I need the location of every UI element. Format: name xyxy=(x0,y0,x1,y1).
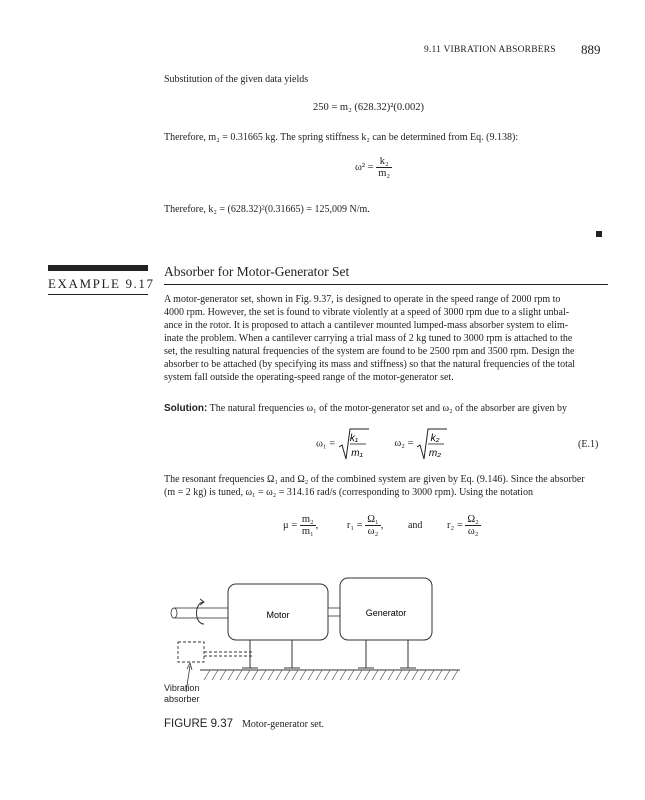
eq-w1: ω₁ = xyxy=(316,438,336,450)
caption-number: FIGURE 9.37 xyxy=(164,718,234,730)
para-line: A motor-generator set, shown in Fig. 9.37, is designed to operate in the speed range of 2000 rpm to xyxy=(164,294,561,305)
eq-r2: r₂ = xyxy=(447,519,463,531)
numerator: m₂ xyxy=(301,514,314,525)
example-label: EXAMPLE 9.17 xyxy=(48,276,155,291)
caption-text: Motor-generator set. xyxy=(242,719,325,730)
ground-hatching xyxy=(204,670,458,680)
equation: 250 = m₂ (628.32)²(0.002) xyxy=(313,102,425,113)
eq-lhs: ω² = xyxy=(355,161,374,173)
sqrt-num: k₁ xyxy=(349,433,358,444)
title-rule xyxy=(164,284,608,285)
generator-label: Generator xyxy=(365,608,407,618)
para-line: set, the resulting natural frequencies of the system are found to be 2500 rpm and 3500 rpm. Design the xyxy=(164,346,575,357)
fraction xyxy=(376,156,392,179)
absorber-label xyxy=(164,683,200,705)
fraction xyxy=(465,514,480,537)
para-line: 4000 rpm. However, the set is found to vibrate violently at a speed of 3000 rpm due to a slight unbal- xyxy=(164,307,570,318)
example-paragraph xyxy=(164,293,614,384)
example-bar xyxy=(48,265,148,271)
equation-tag: (E.1) xyxy=(578,439,599,450)
fraction xyxy=(365,514,380,537)
running-header: 9.11 VIBRATION ABSORBERS xyxy=(424,45,556,55)
denominator: m₂ xyxy=(378,168,391,179)
shaft xyxy=(174,608,228,618)
sqrt-sign-icon xyxy=(338,427,370,461)
eq-mu: μ = xyxy=(283,519,298,531)
end-mark-icon xyxy=(596,231,602,237)
equation-e1 xyxy=(316,427,448,461)
sqrt-sign-icon xyxy=(416,427,448,461)
denominator: m₁ xyxy=(301,526,314,537)
absorber-label-line: absorber xyxy=(164,694,200,704)
text-line: The resonant frequencies Ω₁ and Ω₂ of the combined system are given by Eq. (9.146). Since the absorber xyxy=(164,474,585,485)
para-line: inate the problem. When a cantilever carrying a trial mass of 2 kg tuned to 3000 rpm is attached to the xyxy=(164,333,573,344)
para-line: ance in the rotor. It is proposed to attach a cantilever mounted lumped-mass absorber system to elim- xyxy=(164,320,569,331)
example-underline xyxy=(48,294,148,295)
motor-label: Motor xyxy=(266,610,290,620)
eq-r1: r₁ = xyxy=(346,519,363,531)
coupling xyxy=(328,608,340,616)
page-number: 889 xyxy=(581,42,601,57)
sqrt-k2-m2 xyxy=(416,427,448,461)
numerator: Ω₂ xyxy=(467,514,479,525)
eq-w2: ω₂ = xyxy=(394,438,414,450)
example-title: Absorber for Motor-Generator Set xyxy=(164,264,350,279)
text-line: Therefore, k₂ = (628.32)²(0.31665) = 125,009 N/m. xyxy=(164,204,370,215)
absorber-label-line: Vibration xyxy=(164,683,200,693)
denominator: ω₂ xyxy=(467,526,479,537)
sqrt-den: m₂ xyxy=(429,448,442,459)
solution-text: The natural frequencies ω₁ of the motor-generator set and ω₂ of the absorber are given by xyxy=(209,403,567,414)
text-line: Substitution of the given data yields xyxy=(164,74,309,85)
sqrt-k1-m1 xyxy=(338,427,370,461)
sqrt-num: k₂ xyxy=(430,433,440,444)
and-word: and xyxy=(407,519,423,531)
text-line: Therefore, m₂ = 0.31665 kg. The spring stiffness k₂ can be determined from Eq. (9.138): xyxy=(164,132,519,143)
fraction xyxy=(300,514,316,537)
solution-line xyxy=(164,402,567,415)
equation-omega xyxy=(355,156,392,179)
numerator: k₂ xyxy=(376,156,392,168)
solution-label: Solution: xyxy=(164,403,208,414)
para-line: absorber to be attached (by specifying its mass and stiffness) so that the natural frequencies of the total xyxy=(164,359,576,370)
para-line: system fall outside the operating-speed range of the motor-generator set. xyxy=(164,372,454,383)
shaft-end xyxy=(171,608,177,618)
numerator: Ω₁ xyxy=(367,514,379,525)
motor-generator-figure xyxy=(160,572,480,702)
sqrt-den: m₁ xyxy=(351,448,363,459)
denominator: ω₂ xyxy=(367,526,379,537)
absorber-mass xyxy=(178,642,204,662)
text-line: (m = 2 kg) is tuned, ω₁ = ω₂ = 314.16 rad/s (corresponding to 3000 rpm). Using the notation xyxy=(164,487,533,498)
notation-equations: μ = $\frac{\text{m₂}}{\text{m₁}}$ , r₁ = $\frac{\text{Ω₁}}{\text{ω₂}}$ , and r₂ = $\frac{\text{Ω₂}}{\text{ω₂}}$ xyxy=(283,514,479,537)
figure-caption xyxy=(164,716,324,731)
